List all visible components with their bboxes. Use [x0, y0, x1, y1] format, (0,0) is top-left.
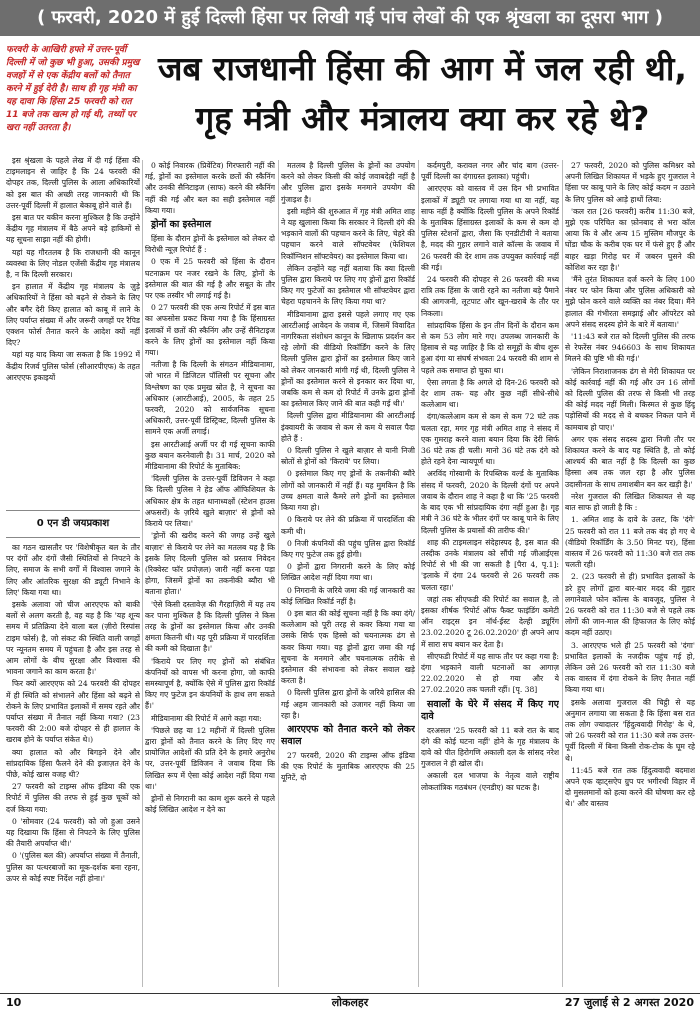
paragraph: शाह की टाइमलाइन संदेहास्पद है, इस बात की तस्दीक उनके मंत्रालय को सौंपी गई जीआईएस रिपोर्ट से भी की जा सकती है [पैरा 4, पृ.1]: 'इलाके में दंगा 24 फरवरी से 26 फरवरी तक चलता रहा।' — [421, 537, 559, 592]
paragraph: इसके अलावा जो चीज आरएएफ को बाकी बलों से अलग करती है, वह यह है कि 'यह शून्य समय में प्रतिक्रिया देने वाला बल (ज़ीरो रिस्पांस टाइम फोर्स) है, जो संकट की स्थिति वाली जगहों पर न्यूनतम समय में पहुंचता है और इस तरह से आम लोगों के बीच सुरक्षा और विश्वास की भावना जगाने का काम करता है।' — [6, 600, 140, 677]
paragraph: इस आरटीआई अर्जी पर दी गई सूचना काफी कुछ बयान करनेवाली है। 31 मार्च, 2020 को मीडियानामा की रिपोर्ट के मुताबिक: — [145, 439, 275, 472]
column-1-bottom — [6, 542, 140, 987]
paragraph: 2. (23 फरवरी से ही) प्रभावित इलाकों के डरे हुए लोगों द्वारा बार-बार मदद की गुहार लगानेवाले फोन कॉल्स के बावजूद, पुलिस ने 26 फरवरी को रात 11:30 बजे से पहले तक लोगों की जान-माल की हिफाजत के लिए कोई कदम नहीं उठाए। — [565, 572, 695, 638]
paragraph: नरेश गुजराल की लिखित शिकायत से यह बात साफ हो जाती है कि : — [565, 491, 695, 513]
column-divider — [418, 160, 419, 987]
paragraph: इन हालात में केंद्रीय गृह मंत्रालय के ज़ुड़े अधिकारियों ने हिंसा को बढ़ने से रोकने के लिए और बगैर देरी किए हालात को काबू में लाने के लिए पर्याप्त संख्या में और जरूरी जगहों पर रैपिड एक्शन फोर्स तैनात करने के आदेश क्यों नहीं दिए? — [6, 282, 140, 348]
paragraph: 0 निजी कंपनियों की पहुंच पुलिस द्वारा रिकॉर्ड किए गए फुटेज तक हुई होगी। — [281, 538, 415, 559]
paragraph: अकाली दल भाजपा के नेतृत्व वाले राष्ट्रीय लोकतांत्रिक गठबंधन (एनडीए) का घटक है। — [421, 771, 559, 792]
column-divider — [562, 160, 563, 987]
column-5 — [565, 160, 695, 987]
paragraph: क्या हालात को और बिगड़ने देने और सांप्रदायिक हिंसा फैलने देने की इजाज़त देने के पीछे, कोई खास वजह थी? — [6, 747, 140, 780]
paragraph: 'मैंने तुरंत शिकायत दर्ज करने के लिए 100 नंबर पर फोन किया और पुलिस अधिकारी को मुझे फोन करने वाले व्यक्ति का नंबर दिया। मैंने हालात की गंभीरता समझाई और ऑपरेटर को अपने संसद सदस्य होने के बारे में बताया।' — [565, 275, 695, 329]
paragraph: 0 27 फरवरी की एक अन्य रिपोर्ट में इस बात का अफसोस प्रकट किया गया है कि हिंसाग्रस्त इलाकों में छतों की स्कैनिंग और उन्हें सैनिटाइज करने के लिए ड्रोनों का इस्तेमाल नहीं किया गया। — [145, 303, 275, 358]
paragraph: 0 'सोमवार (24 फरवरी) को जो हुआ उसने यह दिखाया कि हिंसा से निपटने के लिए पुलिस की तैयारी अपर्याप्त थी।' — [6, 816, 140, 849]
paragraph: का गठन खासतौर पर 'विशेषीकृत बल के तौर पर दंगों और दंगों जैसी स्थितियों से निपटने के लिए, समाज के सभी वर्गों में विश्वास जगाने के लिए और आंतरिक सुरक्षा की ड्यूटी निभाने के लिए' किया गया था। — [6, 543, 140, 597]
paragraph: जहां तक सीएफडी की रिपोर्ट का सवाल है, तो इसका शीर्षक 'रिपोर्ट ऑफ फैक्ट फाइंडिंग कमेटी ऑन राइट्स इन नॉर्थ-ईस्ट देल्ही ड्यूरिंग 23.02.2020 टू 26.02.2020' ही अपने आप में सारा सच बयान कर देता है। — [421, 594, 559, 649]
paragraph: 'ड्रोनों की खरीद करने की जगह उन्हें खुले बाज़ार' से किराये पर लेने का मतलब यह है कि इसके लिए दिल्ली पुलिस को प्रस्ताव निवेदन (रिक्वेस्ट फॉर प्रपोज़ल) जारी नहीं करना पड़ा होगा, जिसमें ड्रोनों का तकनीकी ब्यौरा भी बताना होता।' — [145, 531, 275, 597]
paragraph: सीएफडी रिपोर्ट में यह साफ तौर पर कहा गया है: दंगा भड़काने वाली घटनाओं का आगाज़ 22.02.2020 से हो गया और ये 27.02.2020 तक चलती रहीं। [पृ. 38] — [421, 651, 559, 695]
paragraph: सांप्रदायिक हिंसा के इन तीन दिनों के दौरान कम से कम 53 लोग मारे गए। उपलब्ध जानकारी के हिसाब से यह जाहिर है कि दो समूहों के बीच शुरू हुआ दंगा या संघर्ष संभवतः 24 फरवरी की शाम से पहले तक समाप्त हो चुका था। — [421, 320, 559, 375]
paragraph: ऐसा लगता है कि अगले दो दिन-26 फरवरी को देर शाम तक- यह और कुछ नहीं सीधे-सीधे कत्लेआम था। — [421, 377, 559, 410]
column-3 — [281, 160, 415, 987]
paragraph: 0 दिल्ली पुलिस ने खुले बाज़ार से यानी निजी स्रोतों से ड्रोनों को 'किराये' पर लिया। — [281, 446, 415, 467]
paragraph: 'दिल्ली पुलिस के उत्तर-पूर्वी डिविजन ने कहा कि दिल्ली पुलिस ने हेड ऑफ ऑफिशियल के अधिकार क्षेत्र के तहत थानाध्यक्षों (स्टेशन हाउस अफसरों) के ज़रिये खुले बाज़ार' से ड्रोनों को किराये पर लिया।' — [145, 474, 275, 529]
paragraph: लेकिन उन्होंने यह नहीं बताया कि क्या दिल्ली पुलिस द्वारा किराये पर लिए गए ड्रोनों द्वारा रिकॉर्ड किए गए फुटेजों का इस्तेमाल भी सॉफ्टवेयर द्वारा चेहरा पहचानने के लिए किया गया था? — [281, 263, 415, 307]
paragraph: 'पिछले छह या 12 महीनों में दिल्ली पुलिस द्वारा ड्रोनों को तैनात करने के लिए दिए गए प्रायोजित आदेशों की प्रति देने के हमारे अनुरोध पर, उत्तर-पूर्वी डिविजन ने जवाब दिया कि लिखित रूप में ऐसा कोई आदेश नहीं दिया गया था।' — [145, 725, 275, 791]
series-banner-text: ( फरवरी, 2020 में हुई दिल्ली हिंसा पर लिखी गई पांच लेखों की एक श्रृंखला का दूसरा भाग ) — [37, 7, 663, 28]
column-2 — [145, 160, 275, 987]
paragraph: इस बात पर यकीन करना मुश्किल है कि उन्होंने केंद्रीय गृह मंत्रालय में बैठे अपने बड़े हाकिमों से यह सूचना साझा नहीं की होगी। — [6, 213, 140, 245]
paragraph: 11:45 बजे रात तक हिंदुत्ववादी बदमाश अपने एक व्हाट्सऐप ग्रुप पर भगीरथी विहार में दो मुसलमानों को हत्या करने की घोषणा कर रहे थे।' और वास्तव — [565, 765, 695, 809]
paragraph: नतीजा है कि दिल्ली के संगठन मीडियानामा, जो भारत में डिजिटल पॉलिसी पर सूचना और विश्लेषण का एक प्रमुख स्रोत है, ने सूचना का अधिकार (आरटीआई), 2005, के तहत 25 फरवरी, 2020 को सार्वजनिक सूचना अधिकारी, उत्तर-पूर्वी डिस्ट्रिक्ट, दिल्ली पुलिस के सामने एक अर्जी लगाई। — [145, 360, 275, 437]
paragraph: 'ऐसे किसी दस्तावेज़ की गैरहाज़िरी में यह तय कर पाना मुश्किल है कि दिल्ली पुलिस ने किस तरह के ड्रोनों का इस्तेमाल किया और उनकी क्षमता कितनी थी। यह पूरी प्रक्रिया में पारदर्शिता की कमी को दिखाता है।' — [145, 599, 275, 654]
paragraph: आरएएफ को वास्तव में उस दिन भी प्रभावित इलाकों में ड्यूटी पर लगाया गया था या नहीं, यह साफ नहीं है क्योंकि दिल्ली पुलिस के अपने रिकॉर्ड के मुताबिक हिंसाग्रस्त इलाकों के कम से कम दो पुलिस स्टेशनों द्वारा, जैसा कि एनडीटीवी ने बताया है, मदद की गुहार लगाने वाले कॉल्स के जवाब में 26 फरवरी की देर शाम तक उपयुक्त कार्रवाई नहीं की गई। — [421, 184, 559, 272]
column-divider — [278, 160, 279, 987]
paragraph: 3. आरएएफ भले ही 25 फरवरी को 'दंगा' प्रभावित इलाकों के नजदीक पहुंच गई हो, लेकिन उसे 26 फरवरी को रात 11:30 बजे तक वास्तव में दंगा रोकने के लिए तैनात नहीं किया गया था। — [565, 640, 695, 695]
paragraph: ड्रोनों से निगरानी का काम शुरू करने से पहले कोई लिखित आदेश न देने का — [145, 793, 275, 815]
paragraph: 0 एक में 25 फरवरी को हिंसा के दौरान घटनाक्रम पर नजर रखने के लिए, ड्रोनों के इस्तेमाल की बात की गई है और सबूत के तौर पर एक तस्वीर भी लगाई गई है। — [145, 257, 275, 301]
paragraph: अगर एक संसद सदस्य द्वारा निजी तौर पर शिकायत करने के बाद यह स्थिति है, तो कोई आश्चर्य की बात नहीं है कि दिल्ली का कुछ हिस्सा अब तक जल रहा है और पुलिस उदासीनता के साथ तमाशबीन बन कर खड़ी है।' — [565, 434, 695, 489]
paragraph: 24 फरवरी की दोपहर से 26 फरवरी की मध्य रात्रि तक हिंसा के जारी रहने का नतीजा बड़े पैमाने की आगजनी, लूटपाट और खून-खराबे के तौर पर निकला। — [421, 275, 559, 318]
author-byline: 0 एन डी जयप्रकाश — [6, 510, 140, 538]
article-headline: जब राजधानी हिंसा की आग में जल रही थी, गृह मंत्री और मंत्रालय क्या कर रहे थे? — [158, 49, 687, 138]
paragraph: दंगा/कत्लेआम कम से कम से कम 72 घंटे तक चलता रहा, मगर गृह मंत्री अमित शाह ने संसद में एक गुमराह करने वाला बयान दिया कि देरी सिर्फ 36 घंटे तक ही चली। मानो 36 घंटे तक दंगे को होते रहने देना न्यायपूर्ण था। — [421, 412, 559, 467]
paragraph: दरअसल '25 फरवरी को 11 बजे रात के बाद दंगे की कोई घटना नहीं' होने के गृह मंत्रालय के दावे को पीत हिरोगणि अकाली दल के सांसद नरेश गुजराल ने ही खोल दी। — [421, 725, 559, 769]
page-number: 10 — [6, 996, 22, 1009]
section-subheading: ड्रोनों का इस्तेमाल — [151, 219, 212, 231]
footer-rule — [0, 993, 700, 994]
paragraph: 27 फरवरी, 2020 को पुलिस कमिश्नर को अपनी लिखित शिकायत में भड़के हुए गुजराल ने हिंसा पर काबू पाने के लिए कोई कदम न उठाने के लिए पुलिस को आड़े हाथों लिया: — [565, 161, 695, 204]
paragraph: अरविंद गोस्वामी के रिपब्लिक वर्ल्ड के मुताबिक संसद में फरवरी, 2020 के दिल्ली दंगों पर अपने जवाब के दौरान शाह ने कहा है था कि '25 फरवरी के बाद एक भी सांप्रदायिक दंगा नहीं हुआ है। गृह मंत्री ने 36 घंटे के भीतर दंगों पर काबू पाने के लिए दिल्ली पुलिस के प्रयासों की तारीफ की।' — [421, 469, 559, 535]
paragraph: मतलब है दिल्ली पुलिस के ड्रोनों का उपयोग करने को लेकर किसी की कोई जवाबदेही नहीं है और पुलिस द्वारा इसके मनमाने उपयोग की गुंजाइश है। — [281, 161, 415, 204]
column-divider — [142, 160, 143, 987]
paragraph: 0 ड्रोनों द्वारा निगरानी करने के लिए कोई लिखित आदेश नहीं दिया गया था। — [281, 562, 415, 583]
paragraph: 1. अमित शाह के दावे के उलट, कि 'दंगे' 25 फरवरी को रात 11 बजे तक बंद हो गए थे (वीडियो रिकॉर्डिंग के 3.50 मिनट पर), हिंसा वास्तव में 26 फरवरी को 11:30 बजे रात तक चलती रही। — [565, 515, 695, 570]
paragraph: 0 कोई निवारक (प्रिवेंटिव) गिरफ्तारी नहीं की गई, ड्रोनों का इस्तेमाल करके छतों की स्कैनिंग और उनकी सैनिटाइज (साफ) करने की स्कैनिंग नहीं की गई और बल का सही इस्तेमाल नहीं किया गया। — [145, 161, 275, 215]
paragraph: 27 फरवरी को टाइम्स ऑफ इंडिया की एक रिपोर्ट में पुलिस की तरफ से हुई कुछ चूकों को दर्ज किया गया: — [6, 782, 140, 814]
column-1-top — [6, 155, 140, 504]
paragraph: 0 दिल्ली पुलिस द्वारा ड्रोनों के जरिये हासिल की गई अहम जानकारी को उजागर नहीं किया जा रहा है। — [281, 688, 415, 720]
paragraph: 27 फरवरी, 2020 की टाइम्स ऑफ इंडिया की एक रिपोर्ट के मुताबिक आरएएफ की 25 यूनिटें, दो — [281, 750, 415, 783]
paragraph: 0 '(पुलिस बल की) अपर्याप्त संख्या में तैनाती, पुलिस का पत्थरबाजों का मूक-दर्शक बना रहना, ऊपर से कोई स्पष्ट निर्देश नहीं होना।' — [6, 851, 140, 883]
paragraph: फिर क्यों आरएएफ को 24 फरवरी की दोपहर में ही स्थिति को संभालने और हिंसा को बढ़ने से रोकने के लिए प्रभावित इलाकों में समय रहते और पर्याप्त संख्या में तैनात नहीं किया गया? (23 फरवरी की 2:00 बजे दोपहर से ही हालात के खराब होने के पर्याप्त संकेत थे।) — [6, 679, 140, 745]
paragraph: कर्दमपुरी, करावल नगर और चांद बाग (उत्तर-पूर्वी दिल्ली का दंगाग्रस्त इलाका) पहुंची। — [421, 161, 559, 182]
paragraph: 0 इस बात की कोई सूचना नहीं है कि क्या दंगे/कत्लेआम को पूरी तरह से कवर किया गया या उसके सिर्फ एक हिस्से को चयनात्मक ढंग से कवर किया गया। यह ड्रोनों द्वारा जमा की गई सूचना के मनमाने और चयनात्मक तरीके से इस्तेमाल की संभावना को लेकर सवाल खड़े करता है। — [281, 608, 415, 686]
paragraph: '11:43 बजे रात को दिल्ली पुलिस की तरफ से रेफरेंस नंबर 946603 के साथ शिकायत मिलने की पुष्टि भी की गई।' — [565, 332, 695, 364]
publication-name: लोकलहर — [331, 996, 369, 1009]
section-subheading: सवालों के घेरे में संसद में किए गए दावे — [421, 698, 559, 722]
paragraph: 'लेकिन निराशाजनक ढंग से मेरी शिकायत पर कोई कार्रवाई नहीं की गई और उन 16 लोगों को दिल्ली पुलिस की तरफ से किसी भी तरह की कोई मदद नहीं मिली। किस्मत से कुछ हिंदू पड़ोसियों की मदद से वे बचकर निकल पाने में कामयाब हो पाए।' — [565, 366, 695, 432]
section-subheading: आरएएफ को तैनात करने को लेकर सवाल — [281, 723, 415, 747]
paragraph: 'कल रात [26 फरवरी] करीब 11:30 बजे, मुझे एक परिचित का फ़ोनबाद से भरा कॉल आया कि वे और अन्य 15 मुस्लिम मौजपुर के घोंडा चौक के करीब एक घर में फंसे हुए हैं और बाहर खड़ा गिरोह घर में जबरन घुसने की कोशिश कर रहा है।' — [565, 206, 695, 272]
paragraph: मीडियानामा की रिपोर्ट में आगे कहा गया: — [151, 713, 262, 723]
paragraph: यहां यह गौरतलब है कि राजधानी की कानून व्यवस्था के लिए नोडल एजेंसी केंद्रीय गृह मंत्रालय है, न कि दिल्ली सरकार। — [6, 247, 140, 280]
paragraph: इस श्रृंखला के पहले लेख में दी गई हिंसा की टाइमलाइन से जाहिर है कि 24 फरवरी की दोपहर तक, दिल्ली पुलिस के आला अधिकारियों को इस बात की अच्छी तरह जानकारी थी कि उत्तर-पूर्वी दिल्ली में हालात बेकाबू होने वाले हैं। — [6, 156, 140, 210]
paragraph: 0 इस्तेमाल किए गए ड्रोनों के तकनीकी ब्यौरे लोगों को जानकारी में नहीं हैं। यह मुमकिन है कि उच्च क्षमता वाले कैमरे लगे ड्रोनों का इस्तेमाल किया गया हो। — [281, 469, 415, 513]
issue-date: 27 जुलाई से 2 अगस्त 2020 — [564, 996, 694, 1009]
paragraph: हिंसा के दौरान ड्रोनों के इस्तेमाल को लेकर दो विरोधी न्यूज़ रिपोर्ट हैं : — [145, 234, 275, 255]
paragraph: मीडियानामा द्वारा इससे पहले लगाए गए एक आरटीआई आवेदन के जवाब में, जिसमें विवादित नागरिकता संशोधन कानून के खिलाफ प्रदर्शन कर रहे लोगों की वीडियो रिकॉर्डिंग करने के लिए दिल्ली पुलिस द्वारा ड्रोनों का इस्तेमाल किए जाने को लेकर जानकारी मांगी गई थी, दिल्ली पुलिस ने ड्रोनों का इस्तेमाल करने से इनकार कर दिया था, जबकि कम से कम दो रिपोर्ट में उनके द्वारा ड्रोनों का इस्तेमाल किए जाने की बात कही गई थी।' — [281, 309, 415, 409]
paragraph: 0 किराये पर लेने की प्रक्रिया में पारदर्शिता की कमी थी। — [281, 515, 415, 536]
paragraph: यहां यह याद किया जा सकता है कि 1992 में केंद्रीय रिजर्व पुलिस फोर्स (सीआरपीएफ) के तहत आरएएफ इकाइयों — [6, 350, 140, 382]
column-4 — [421, 160, 559, 987]
article-intro: फरवरी के आखिरी हफ्ते में उत्तर-पूर्वी दिल्ली में जो कुछ भी हुआ, उसकी प्रमुख वजहों में से एक केंद्रीय बलों को तैनात करने में हुई देरी है। साथ ही गृह मंत्री का यह दावा कि हिंसा 25 फरवरी को रात 11 बजे तक खत्म हो गई थी, तथ्यों पर खरा नहीं उतरता है। — [6, 45, 140, 133]
paragraph: 0 निगरानी के जरिये जमा की गई जानकारी का कोई लिखित रिकॉर्ड नहीं है। — [281, 585, 415, 606]
paragraph: इसके अलावा गुजराल की चिट्ठी से यह अनुमान लगाया जा सकता है कि हिंसा बस रात तक लोग ज्यादातर 'हिंदुत्ववादी गिरोह' के थे, जो 26 फरवरी को रात 11:30 बजे तक उत्तर-पूर्वी दिल्ली में बिना किसी रोक-टोक के घूम रहे थे। — [565, 697, 695, 763]
paragraph: दिल्ली पुलिस द्वारा मीडियानामा की आरटीआई इंक्वायरी के जवाब से कम से कम ये सवाल पैदा होते हैं : — [281, 411, 415, 443]
paragraph: 'किराये पर लिए गए ड्रोनों को संबंधित कंपनियों को वापस भी करना होगा, जो काफी समस्यापूर्ण है, क्योंकि ऐसे में पुलिस द्वारा रिकॉर्ड किए गए फुटेज इन कंपनियों के हाथ लग सकते हैं।' — [145, 656, 275, 711]
paragraph: इसी महीने की शुरुआत में गृह मंत्री अमित शाह ने यह खुलासा किया कि सरकार ने दिल्ली दंगे की भड़काने वालों की पहचान करने के लिए, चेहरे की पहचान करने वाले सॉफ्टवेयर (फेशियल रिकॉग्निशन सॉफ्टवेयर) का इस्तेमाल किया था। — [281, 206, 415, 261]
